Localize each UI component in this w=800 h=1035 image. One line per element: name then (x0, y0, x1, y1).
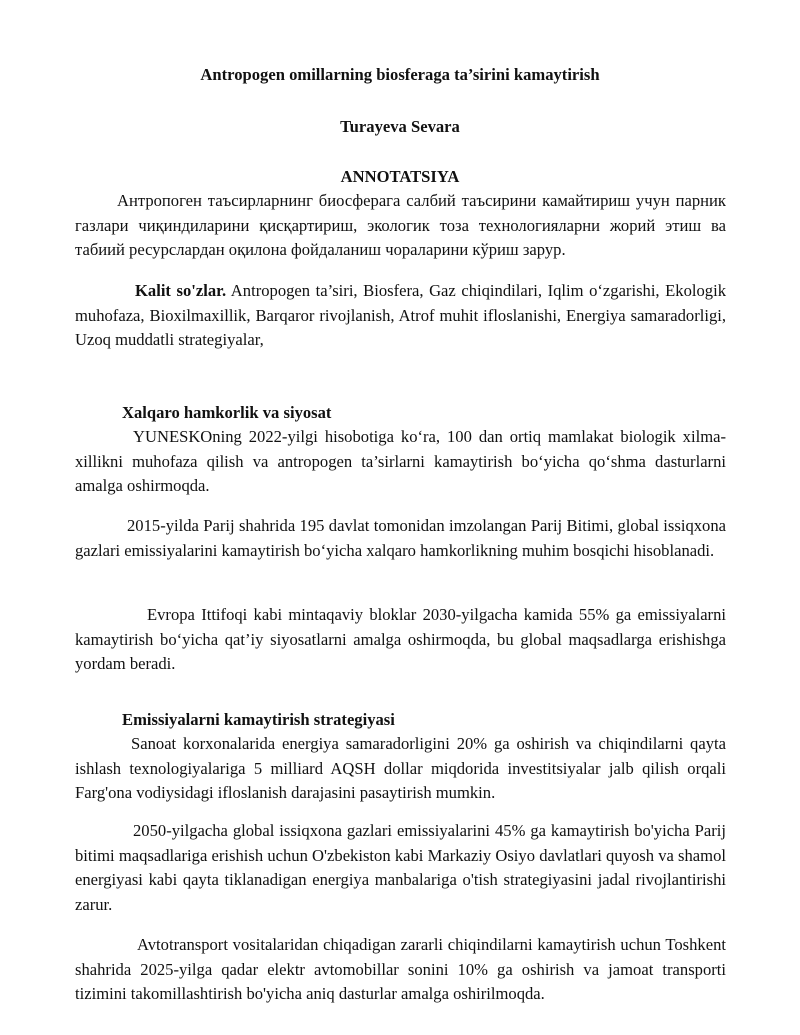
author-name: Turayeva Sevara (340, 117, 460, 136)
paragraph: Evropa Ittifoqi kabi mintaqaviy bloklar 2030-yilgacha kamida 55% ga emissiyalarni kamaytirish bo‘yicha qat’iy siyosatlarni amalga oshirmoqda, bu global maqsadlarga erishishga yordam beradi. (75, 605, 726, 674)
section-heading-emissions: Emissiyalarni kamaytirish strategiyasi (122, 710, 395, 729)
keywords-list: Antropogen ta’siri, Biosfera, Gaz chiqindilari, Iqlim o‘zgarishi, Ekologik muhofaza, Bioxilmaxillik, Barqaror rivojlanish, Atrof muhit ifloslanishi, Energiya samaradorligi, Uzoq muddatli strategiyalar, (75, 281, 726, 350)
paragraph: 2050-yilgacha global issiqxona gazlari emissiyalarini 45% ga kamaytirish bo'yicha Parij bitimi maqsadlariga erishish uchun O'zbekiston kabi Markaziy Osiyo davlatlari quyosh va shamol energiyasi kabi qayta tiklanadigan energiya manbalariga o'tish strategiyasini jadal rivojlantirishi zarur. (75, 821, 726, 914)
document-title: Antropogen omillarning biosferaga ta’sirini kamaytirish (200, 65, 600, 84)
keywords-label: Kalit so'zlar. (135, 281, 227, 300)
paragraph: Sanoat korxonalarida energiya samaradorligini 20% ga oshirish va chiqindilarni qayta ishlash texnologiyalariga 5 milliard AQSH dollar miqdorida investitsiyalar jalb qilish orqali Farg'ona vodiysidagi ifloslanish darajasini pasaytirish mumkin. (75, 734, 726, 803)
paragraph: YUNESKOning 2022-yilgi hisobotiga ko‘ra, 100 dan ortiq mamlakat biologik xilma-xillikni muhofaza qilish va antropogen ta’sirlarni kamaytirish bo‘yicha qo‘shma dasturlarni amalga oshirmoqda. (75, 427, 726, 496)
section-heading-international: Xalqaro hamkorlik va siyosat (122, 403, 332, 422)
paragraph: Avtotransport vositalaridan chiqadigan zararli chiqindilarni kamaytirish uchun Toshkent shahrida 2025-yilga qadar elektr avtomobillar sonini 10% ga oshirish va jamoat transporti tizimini takomillashtirish bo'yicha aniq dasturlar amalga oshirilmoqda. (75, 935, 726, 1004)
keywords-paragraph (75, 279, 726, 353)
annotation-heading: ANNOTATSIYA (340, 167, 460, 186)
paragraph: 2015-yilda Parij shahrida 195 davlat tomonidan imzolangan Parij Bitimi, global issiqxona gazlari emissiyalarini kamaytirish bo‘yicha xalqaro hamkorlikning muhim bosqichi hisoblanadi. (75, 516, 726, 560)
annotation-text: Антропоген таъсирларнинг биосферага салбий таъсирини камайтириш учун парник газлари чиқиндиларини қисқартириш, экологик тоза технологияларни жорий этиш ва табиий ресурслардан оқилона фойдаланиш чораларини кўриш зарур. (75, 191, 726, 260)
